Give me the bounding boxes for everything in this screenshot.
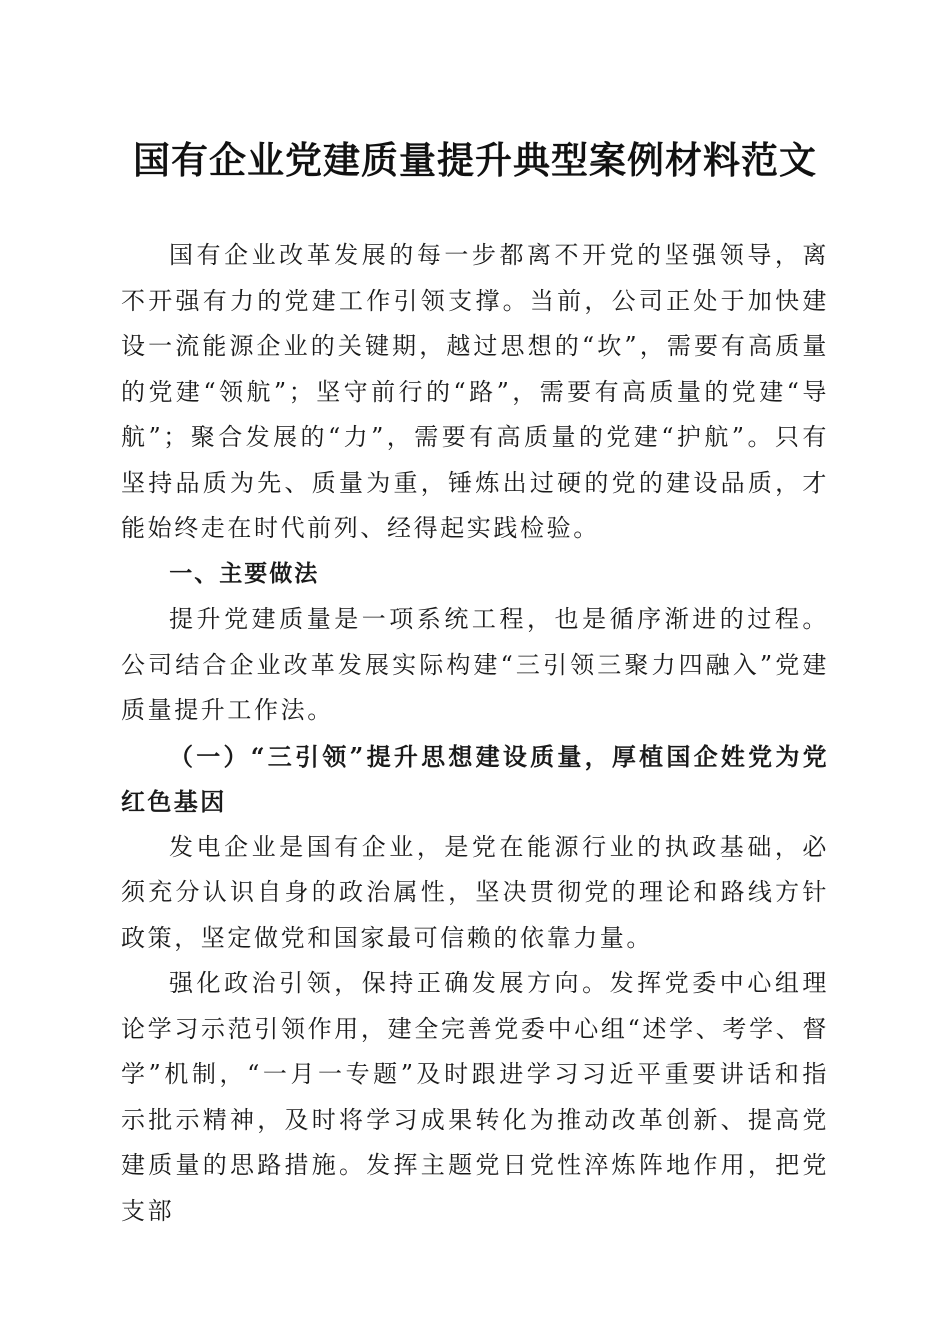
body-paragraph: 发电企业是国有企业，是党在能源行业的执政基础，必须充分认识自身的政治属性，坚决贯彻党的理论和路线方针政策，坚定做党和国家最可信赖的依靠力量。 <box>121 832 829 952</box>
body-paragraph: 提升党建质量是一项系统工程，也是循序渐进的过程。公司结合企业改革发展实际构建“三引领三聚力四融入”党建质量提升工作法。 <box>121 605 829 724</box>
section-heading-main-practices: 一、主要做法 <box>169 560 320 587</box>
intro-paragraph: 国有企业改革发展的每一步都离不开党的坚强领导，离不开强有力的党建工作引领支撑。当前，公司正处于加快建设一流能源企业的关键期，越过思想的“坎”，需要有高质量的党建“领航”；坚守前行的“路”，需要有高质量的党建“导航”；聚合发展的“力”，需要有高质量的党建“护航”。只有坚持品质为先、质量为重，锤炼出过硬的党的建设品质，才能始终走在时代前列、经得起实践检验。 <box>121 241 829 542</box>
document-title: 国有企业党建质量提升典型案例材料范文 <box>133 138 817 182</box>
subsection-heading-three-leads: （一）“三引领”提升思想建设质量，厚植国企姓党为党红色基因 <box>121 741 829 816</box>
document-body <box>121 233 829 1234</box>
body-paragraph: 强化政治引领，保持正确发展方向。发挥党委中心组理论学习示范引领作用，建全完善党委中心组“述学、考学、督学”机制，“一月一专题”及时跟进学习习近平重要讲话和指示批示精神，及时将学习成果转化为推动改革创新、提高党建质量的思路措施。发挥主题党日党性淬炼阵地作用，把党支部 <box>121 969 829 1225</box>
